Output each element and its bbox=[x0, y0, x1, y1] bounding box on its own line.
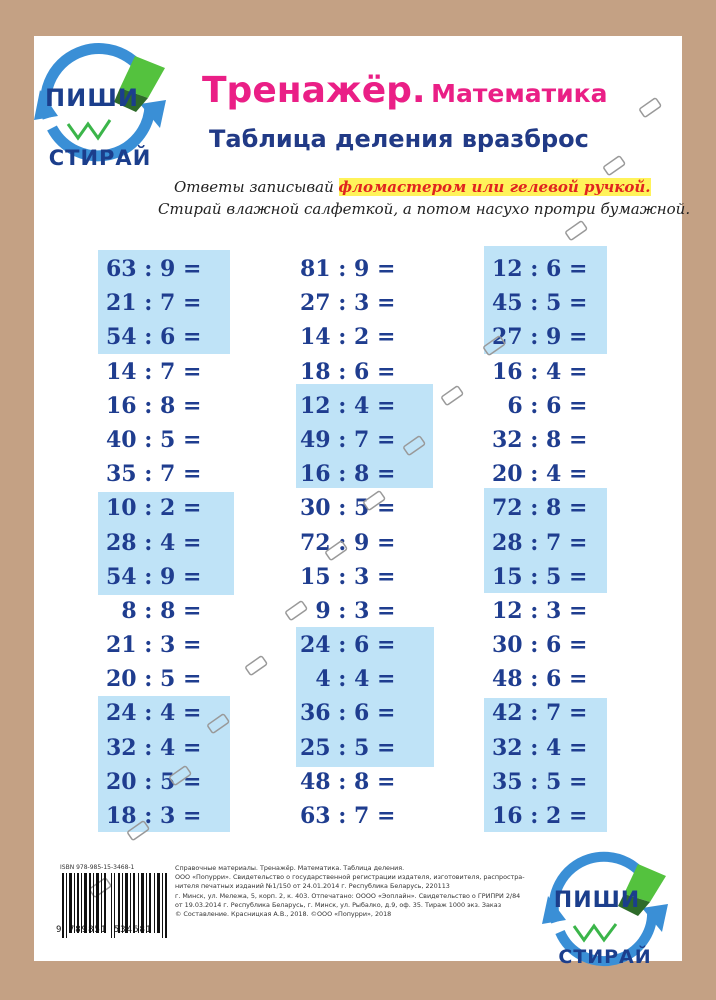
imprint-line: нителя печатных изданий №1/150 от 24.01.2014 г. Республика Беларусь, 220113 bbox=[175, 882, 450, 891]
division-problem[interactable]: 27 : 3 = bbox=[300, 290, 396, 317]
imprint-line: Справочные материалы. Тренажёр. Математика. Таблица деления. bbox=[175, 864, 405, 872]
division-problem[interactable]: 21 : 7 = bbox=[106, 290, 202, 317]
division-problem[interactable]: 28 : 7 = bbox=[492, 529, 588, 556]
imprint-line: от 19.03.2014 г. Республика Беларусь, г. Минск, ул. Рыбалко, д.9, оф. 35. Тираж 1000 экз. Заказ bbox=[175, 900, 502, 909]
instr-marker: фломастером bbox=[338, 178, 467, 196]
watermark-stamp-icon bbox=[438, 380, 468, 410]
barcode-number: 9 789851 534681 bbox=[56, 925, 153, 935]
watermark-stamp-icon bbox=[204, 708, 234, 738]
problem-column-1 bbox=[106, 252, 201, 833]
division-problem[interactable]: 20 : 5 = bbox=[106, 768, 202, 795]
division-problem[interactable]: 21 : 3 = bbox=[106, 632, 202, 659]
division-problem[interactable]: 16 : 8 = bbox=[300, 461, 396, 488]
division-problem[interactable]: 24 : 4 = bbox=[106, 700, 202, 727]
division-problem[interactable]: 63 : 9 = bbox=[106, 256, 202, 282]
imprint-line: © Составление. Красницкая А.В., 2018. ©ООО «Попурри», 2018 bbox=[175, 910, 392, 919]
division-problem[interactable]: 16 : 8 = bbox=[106, 392, 202, 419]
division-problem[interactable]: 32 : 4 = bbox=[492, 734, 588, 761]
brand-logo-top bbox=[30, 28, 170, 178]
division-problem[interactable]: 12 : 6 = bbox=[492, 256, 588, 282]
division-problem[interactable]: 12 : 3 = bbox=[492, 597, 588, 624]
instr-pen: гелевой ручкой. bbox=[509, 178, 651, 196]
watermark-stamp-icon bbox=[322, 535, 352, 565]
division-problem[interactable]: 40 : 5 = bbox=[106, 426, 202, 453]
division-problem[interactable]: 14 : 7 = bbox=[106, 358, 202, 385]
logo-word-2: СТИРАЙ bbox=[48, 146, 152, 170]
division-problem[interactable]: 30 : 6 = bbox=[492, 632, 588, 659]
instr-text-a: Ответы записывай bbox=[174, 178, 339, 196]
division-problem[interactable]: 8 : 8 = bbox=[106, 597, 202, 624]
division-problem[interactable]: 28 : 4 = bbox=[106, 529, 202, 556]
watermark-stamp-icon bbox=[600, 150, 630, 180]
division-problem[interactable]: 15 : 3 = bbox=[300, 563, 396, 590]
division-problem[interactable]: 42 : 7 = bbox=[492, 700, 588, 727]
division-problem[interactable]: 20 : 5 = bbox=[106, 666, 202, 693]
instructions-line-1 bbox=[174, 178, 651, 196]
watermark-stamp-icon bbox=[166, 760, 196, 790]
division-problem[interactable]: 27 : 9 = bbox=[492, 324, 588, 351]
imprint-line: ООО «Попурри». Свидетельство о государственной регистрации издателя, изготовителя, распростра- bbox=[175, 873, 525, 882]
logo-word-1: ПИШИ bbox=[553, 888, 641, 913]
division-problem[interactable]: 9 : 3 = bbox=[300, 597, 396, 624]
division-problem[interactable]: 20 : 4 = bbox=[492, 461, 588, 488]
logo-word-1: ПИШИ bbox=[45, 84, 139, 112]
division-problem[interactable]: 72 : 9 = bbox=[300, 529, 396, 556]
division-problem[interactable]: 35 : 5 = bbox=[492, 768, 588, 795]
division-problem[interactable]: 63 : 7 = bbox=[300, 803, 396, 829]
division-problem[interactable]: 48 : 8 = bbox=[300, 768, 396, 795]
instructions-line-2: Стирай влажной салфеткой, а потом насухо протри бумажной. bbox=[158, 200, 691, 218]
division-problem[interactable]: 10 : 2 = bbox=[106, 495, 202, 522]
watermark-stamp-icon bbox=[124, 815, 154, 845]
logo-word-2: СТИРАЙ bbox=[558, 946, 652, 968]
division-problem[interactable]: 36 : 6 = bbox=[300, 700, 396, 727]
division-problem[interactable]: 30 : 5 = bbox=[300, 495, 396, 522]
watermark-stamp-icon bbox=[242, 650, 272, 680]
division-problem[interactable]: 49 : 7 = bbox=[300, 426, 396, 453]
division-problem[interactable]: 54 : 9 = bbox=[106, 563, 202, 590]
division-problem[interactable]: 35 : 7 = bbox=[106, 461, 202, 488]
division-problem[interactable]: 45 : 5 = bbox=[492, 290, 588, 317]
watermark-stamp-icon bbox=[562, 215, 592, 245]
division-problem[interactable]: 81 : 9 = bbox=[300, 256, 396, 282]
division-problem[interactable]: 54 : 6 = bbox=[106, 324, 202, 351]
watermark-stamp-icon bbox=[636, 92, 666, 122]
page-subtitle: Таблица деления вразброс bbox=[209, 125, 589, 153]
division-problem[interactable]: 16 : 4 = bbox=[492, 358, 588, 385]
title-sub: Математика bbox=[431, 79, 608, 108]
page-title bbox=[202, 70, 608, 111]
watermark-stamp-icon bbox=[480, 330, 510, 360]
division-problem[interactable]: 12 : 4 = bbox=[300, 392, 396, 419]
division-problem[interactable]: 16 : 2 = bbox=[492, 803, 588, 829]
imprint-line: г. Минск, ул. Мележа, 5, корп. 2, к. 403. Отпечатано: ОООО «Эоплайн». Свидетельство о ГРИПРИ 2/84 bbox=[175, 891, 521, 900]
division-problem[interactable]: 15 : 5 = bbox=[492, 563, 588, 590]
division-problem[interactable]: 72 : 8 = bbox=[492, 495, 588, 522]
imprint-text bbox=[175, 864, 525, 919]
brand-logo-bottom bbox=[540, 838, 670, 978]
watermark-stamp-icon bbox=[400, 430, 430, 460]
isbn-label: ISBN 978-985-15-3468-1 bbox=[60, 864, 135, 871]
division-problem[interactable]: 6 : 6 = bbox=[492, 392, 588, 419]
division-problem[interactable]: 4 : 4 = bbox=[300, 666, 396, 693]
division-problem[interactable]: 18 : 6 = bbox=[300, 358, 396, 385]
division-problem[interactable]: 24 : 6 = bbox=[300, 632, 396, 659]
division-problem[interactable]: 32 : 8 = bbox=[492, 426, 588, 453]
instr-text-c: или bbox=[466, 178, 510, 196]
division-problem[interactable]: 18 : 3 = bbox=[106, 803, 202, 829]
watermark-stamp-icon bbox=[360, 485, 390, 515]
division-problem[interactable]: 25 : 5 = bbox=[300, 734, 396, 761]
division-problem[interactable]: 14 : 2 = bbox=[300, 324, 396, 351]
division-problem[interactable]: 48 : 6 = bbox=[492, 666, 588, 693]
watermark-stamp-icon bbox=[282, 595, 312, 625]
division-problem[interactable]: 32 : 4 = bbox=[106, 734, 202, 761]
title-main: Тренажёр. bbox=[202, 70, 426, 111]
